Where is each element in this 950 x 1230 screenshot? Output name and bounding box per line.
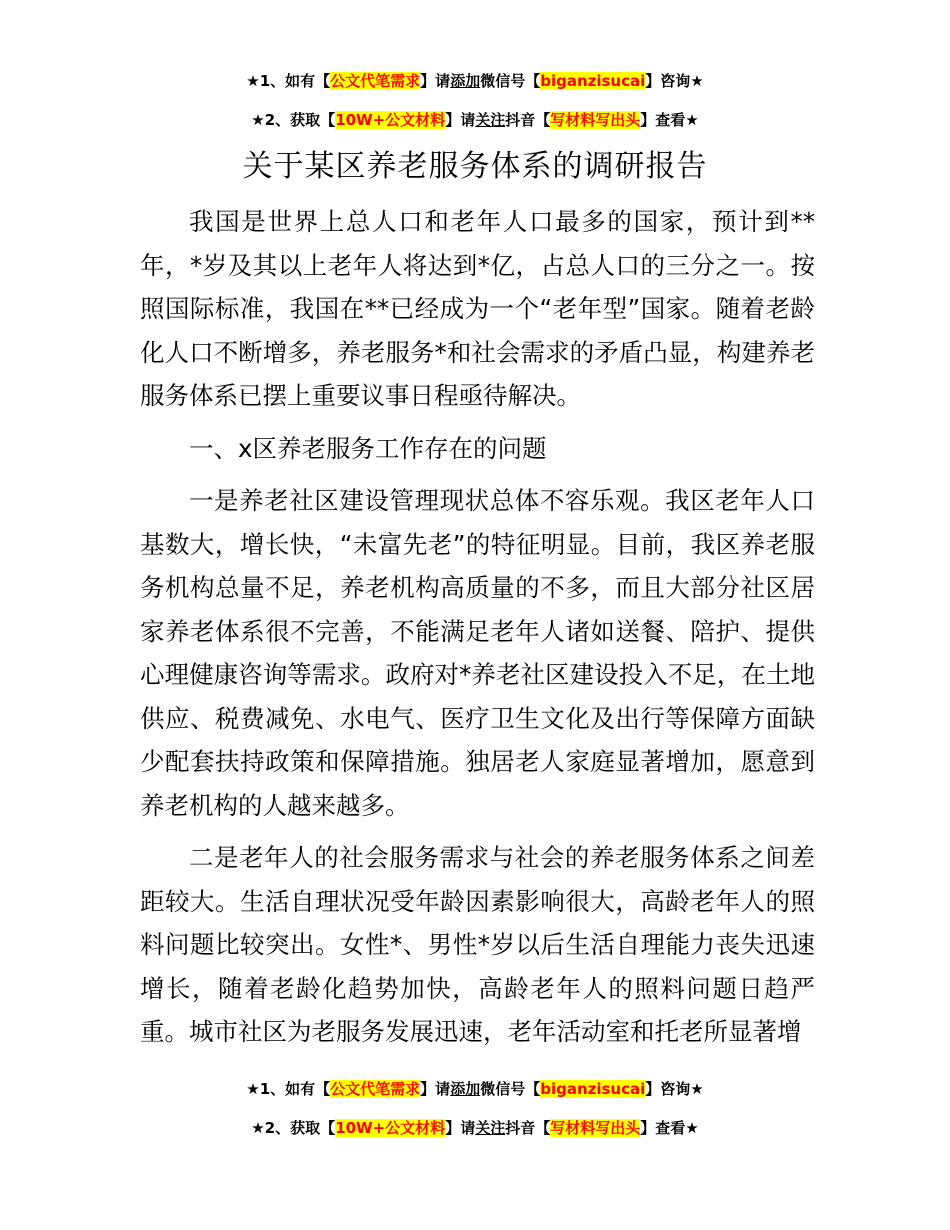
promo-banner-line-1 <box>0 70 950 91</box>
banner-text: 】请 <box>420 1080 451 1098</box>
paragraph-problem-2: 二是老年人的社会服务需求与社会的养老服务体系之间差距较大。生活自理状况受年龄因素影响很大，高龄老年人的照料问题比较突出。女性*、男性*岁以后生活自理能力丧失迅速增长，随着老龄化趋势加快，高龄老年人的照料问题日趋严重。城市社区为老服务发展迅速，老年活动室和托老所显著增 <box>140 843 815 1046</box>
banner-underline-text: 添加 <box>450 72 481 90</box>
banner-text: 】查看★ <box>640 1119 699 1137</box>
banner-text: ★1、如有【 <box>246 1080 331 1098</box>
banner-text: ★2、获取【 <box>251 111 336 129</box>
banner-highlight: 10W+公文材料 <box>335 111 446 129</box>
banner-text: 微信号【 <box>480 1080 541 1098</box>
banner-highlight: 公文代笔需求 <box>330 72 421 90</box>
promo-banner-line-1-bottom <box>0 1078 950 1099</box>
banner-text: ★2、获取【 <box>251 1119 336 1137</box>
banner-text: 抖音【 <box>505 1119 551 1137</box>
banner-highlight: 写材料写出头 <box>550 111 641 129</box>
paragraph-intro: 我国是世界上总人口和老年人口最多的国家，预计到**年，*岁及其以上老年人将达到*亿，占总人口的三分之一。按照国际标准，我国在**已经成为一个“老年型”国家。随着老龄化人口不断增多，养老服务*和社会需求的矛盾凸显，构建养老服务体系已摆上重要议事日程亟待解决。 <box>140 207 815 410</box>
document-title: 关于某区养老服务体系的调研报告 <box>242 149 708 184</box>
banner-text: 微信号【 <box>480 72 541 90</box>
banner-underline-text: 关注 <box>475 1119 506 1137</box>
promo-banner-line-2-bottom <box>0 1117 950 1138</box>
banner-text: ★1、如有【 <box>246 72 331 90</box>
banner-text: 】咨询★ <box>645 72 704 90</box>
banner-highlight: 公文代笔需求 <box>330 1080 421 1098</box>
banner-text: 】请 <box>445 1119 476 1137</box>
paragraph-problem-1: 一是养老社区建设管理现状总体不容乐观。我区老年人口基数大，增长快，“未富先老”的特征明显。目前，我区养老服务机构总量不足，养老机构高质量的不多，而且大部分社区居家养老体系很不完善，不能满足老年人诸如送餐、陪护、提供心理健康咨询等需求。政府对*养老社区建设投入不足，在土地供应、税费减免、水电气、医疗卫生文化及出行等保障方面缺少配套扶持政策和保障措施。独居老人家庭显著增加，愿意到养老机构的人越来越多。 <box>140 486 815 820</box>
document-body <box>140 200 815 1054</box>
banner-highlight: biganzisucai <box>540 1080 646 1098</box>
banner-text: 】查看★ <box>640 111 699 129</box>
banner-highlight: biganzisucai <box>540 72 646 90</box>
banner-underline-text: 关注 <box>475 111 506 129</box>
banner-highlight: 10W+公文材料 <box>335 1119 446 1137</box>
banner-text: 】请 <box>445 111 476 129</box>
banner-highlight: 写材料写出头 <box>550 1119 641 1137</box>
banner-underline-text: 添加 <box>450 1080 481 1098</box>
promo-banner-line-2 <box>0 109 950 130</box>
banner-text: 】咨询★ <box>645 1080 704 1098</box>
banner-text: 】请 <box>420 72 451 90</box>
section-heading: 一、x区养老服务工作存在的问题 <box>189 433 547 463</box>
banner-text: 抖音【 <box>505 111 551 129</box>
